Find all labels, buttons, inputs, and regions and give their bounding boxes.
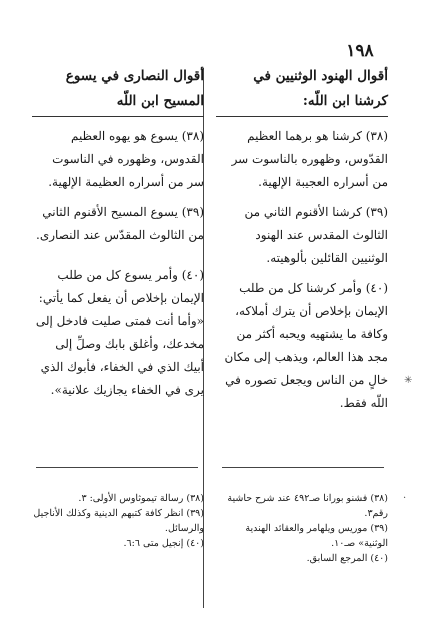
christian-sayings-column [32, 64, 204, 409]
hindu-footnotes [216, 491, 388, 566]
hindu-paragraph-38: (٣٨) كرشنا هو برهما العظيم القدّوس، وظهوره بالناسوت سر من أسراره العجيبة الإلهية. [231, 129, 388, 189]
hindu-sayings-heading: أقوال الهنود الوثنيين في كرشنا ابن اللّه: [253, 68, 388, 109]
page-number: ١٩٨ [346, 41, 374, 61]
footnote-separator [36, 467, 198, 468]
footnote: (٣٨) فشنو بورانا صـ٤٩٢ عند شرح حاشية رقم٣. [227, 493, 388, 519]
christian-paragraph-39: (٣٩) يسوع المسيح الأقنوم الثاني من الثالوث المقدّس عند النصارى. [36, 205, 204, 242]
christian-paragraph-38: (٣٨) يسوع هو يهوه العظيم القدوس، وظهوره في الناسوت سر من أسراره العظيمة الإلهية. [48, 129, 204, 189]
footnote-separator [222, 467, 384, 468]
footnote: (٣٩) انظر كافة كتبهم الدينية وكذلك الأناجيل والرسائل. [33, 508, 204, 534]
christian-sayings-heading: أقوال النصارى في يسوع المسيح ابن اللّه [65, 68, 204, 109]
margin-mark: · [403, 493, 407, 504]
footnote: (٣٨) رسالة تيموثاوس الأولى: ٣. [78, 493, 204, 504]
christian-paragraph-40: (٤٠) وأمر يسوع كل من طلب الإيمان بإخلاص أن يفعل كما يأتي: «وأما أنت فمتى صليت فادخل إلى مخدعك، وأغلق بابك وصلِّ إلى أبيك الذي في الخفاء، فأبوك الذي يرى في الخفاء يجازيك علانية». [35, 268, 204, 397]
hindu-paragraph-39: (٣٩) كرشنا الأقنوم الثاني من الثالوث المقدس عند الهنود الوثنيين القائلين بألوهيته. [244, 205, 388, 265]
margin-mark: ✳ [404, 375, 413, 386]
hindu-paragraph-40: (٤٠) وأمر كرشنا كل من طلب الإيمان بإخلاص أن يترك أملاكه، وكافة ما يشتهيه ويحبه أكثر من مجد هذا العالم، ويذهب إلى مكان خالٍ من الناس ويجعل تصوره في اللّه فقط. [224, 281, 388, 410]
footnote: (٣٩) موريس ويلهامر والعقائد الهندية الوثنية» صـ١٠. [245, 523, 388, 549]
hindu-sayings-column [216, 64, 388, 422]
heading-underline [216, 116, 388, 117]
footnote: (٤٠) إنجيل متى ٦:٦. [123, 538, 204, 549]
footnote: (٤٠) المرجع السابق. [306, 553, 388, 564]
christian-footnotes [32, 491, 204, 551]
heading-underline [32, 116, 204, 117]
